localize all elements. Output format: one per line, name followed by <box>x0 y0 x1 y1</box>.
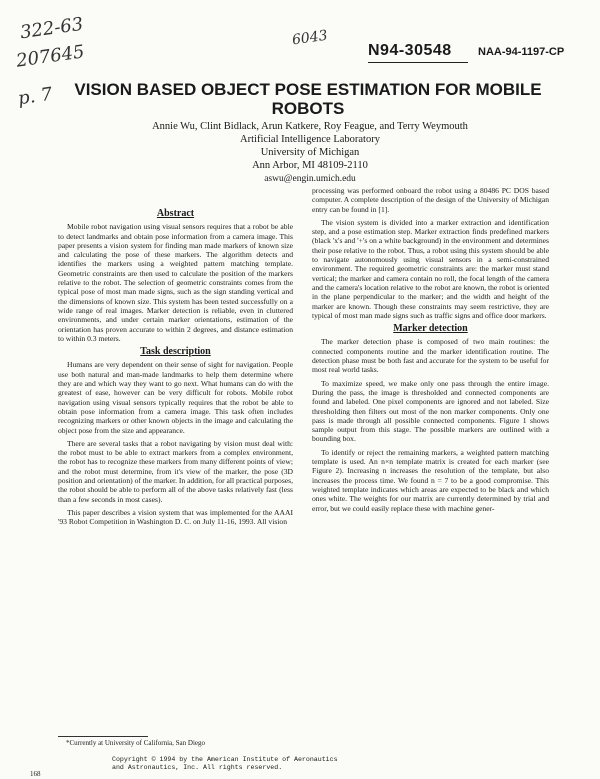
copyright-line: Copyright © 1994 by the American Institute of Aeronautics <box>112 756 338 763</box>
task-paragraph: There are several tasks that a robot navigating by vision must deal with: the robot must to be able to extract markers from a complex environment, the robot has to recognize these markers from many different points of view; and the robot must determine, from it's view of the marker, the pose (3D position and orientation) of the marker. In addition, for all practical purposes, the robot should be able to perform all of the above tasks relatively fast (less than a few seconds in most cases). <box>58 438 293 504</box>
copyright-notice <box>112 756 338 772</box>
accession-number: N94-30548 <box>368 42 452 59</box>
abstract-heading: Abstract <box>156 208 195 219</box>
handwritten-number: 207645 <box>14 41 86 72</box>
footnote-rule <box>58 736 148 737</box>
handwritten-ref: 6043 <box>291 27 329 49</box>
task-heading: Task description <box>140 346 211 358</box>
right-column <box>312 186 549 517</box>
copyright-line: and Astronautics, Inc. All rights reserved. <box>112 764 283 771</box>
left-column <box>58 205 293 531</box>
handwritten-code: 322-63 <box>18 13 85 44</box>
page-number: 168 <box>30 770 41 778</box>
task-paragraph: This paper describes a vision system that was implemented for the AAAI '93 Robot Competition in Washington D. C. on July 11-16, 1993. All vision <box>58 507 293 527</box>
task-paragraph: Humans are very dependent on their sense of sight for navigation. People use both natural and man-made landmarks to help them determine where they are and which way they want to go next. What humans can do with the greatest of ease, however can be very difficult for robots. Mobile robot navigation using visual sensors typically requires that the robot be able to obtain pose information from a camera image. This task often includes recognizing markers or other known objects in the image and calculating the object pose from the size and appearance. <box>58 360 293 435</box>
marker-paragraph: To identify or reject the remaining markers, a weighted pattern matching template is used. An n×n template matrix is created for each marker (see Figure 2). Increasing n increases the resolution of the template, but also increases the process time. We found n = 7 to be a good compromise. This weighted template indicates which areas are expected to be black and which ones white. The weights for our matrix are currently determined by trial and error, but we could easily replace these with machine gener- <box>312 447 549 513</box>
body-paragraph: The vision system is divided into a marker extraction and identification step, and a pose estimation step. Marker extraction finds predefined markers (black 'x's and '+'s on a white background) in the environment and determines their pose relative to the robot. Thus, a robot using this system should be able to navigate autonomously using visual sensors in a semi-constrained environment. The required geometric constraints are: the marker must stand vertical; the marker and camera contain no roll, the focal length of the camera and the camera's location relative to the robot are known, the robot is oriented in the plane perpendicular to the marker; and the width and height of the marker are known. Though these constraints may seem restrictive, they are typical of most man made signs such as traffic signs and office door markers. <box>312 217 549 320</box>
marker-paragraph: The marker detection phase is composed of two main routines: the connected components routine and the marker identification routine. The detection phase must be both fast and accurate for the system to be useful for most real world tasks. <box>312 337 549 375</box>
affiliation-city: Ann Arbor, MI 48109-2110 <box>252 160 368 171</box>
accession-underline <box>368 62 468 63</box>
affiliation-lab: Artificial Intelligence Laboratory <box>240 134 380 145</box>
author-list: Annie Wu, Clint Bidlack, Arun Katkere, Roy Feague, and Terry Weymouth <box>152 121 468 132</box>
marker-detection-heading: Marker detection <box>393 323 468 335</box>
body-paragraph: processing was performed onboard the robot using a 80486 PC DOS based computer. A complete description of the design of the University of Michigan entry can be found in [1]. <box>312 186 549 214</box>
footnote: *Currently at University of California, San Diego <box>66 739 205 747</box>
author-email[interactable]: aswu@engin.umich.edu <box>264 174 356 184</box>
marker-paragraph: To maximize speed, we make only one pass through the entire image. During the pass, the image is thresholded and connected components are found and labeled. One pixel components are ignored and not labeled. Size thresholding then filters out most of the non marker components. Only one pass is made through all possible connected components. Figure 1 shows sample output from this stage. The possible markers are outlined with a bounding box. <box>312 378 549 444</box>
handwritten-pages: p. 7 <box>16 83 54 110</box>
abstract-text: Mobile robot navigation using visual sensors requires that a robot be able to detect landmarks and obtain pose information from a camera image. This paper presents a vision system for finding man made markers of known size and calculating the pose of these markers. The algorithm detects and identifies the markers using a weighted pattern matching template. Geometric constraints are then used to calculate the position of the markers relative to the robot. The selection of geometric constraints comes from the typical pose of most man made signs, such as the sign standing vertical and the dimensions of known size. This system has been tested successfully on a wide range of real images. Marker detection is reliable, even in cluttered environments, and under certain marker orientations, estimation of the orientation has proven accurate to within 2 degrees, and distance estimation to within 0.3 meters. <box>58 222 293 343</box>
document-code: NAA-94-1197-CP <box>478 46 565 58</box>
paper-title: VISION BASED OBJECT POSE ESTIMATION FOR MOBILE ROBOTS <box>74 80 542 118</box>
affiliation-university: University of Michigan <box>260 147 360 158</box>
